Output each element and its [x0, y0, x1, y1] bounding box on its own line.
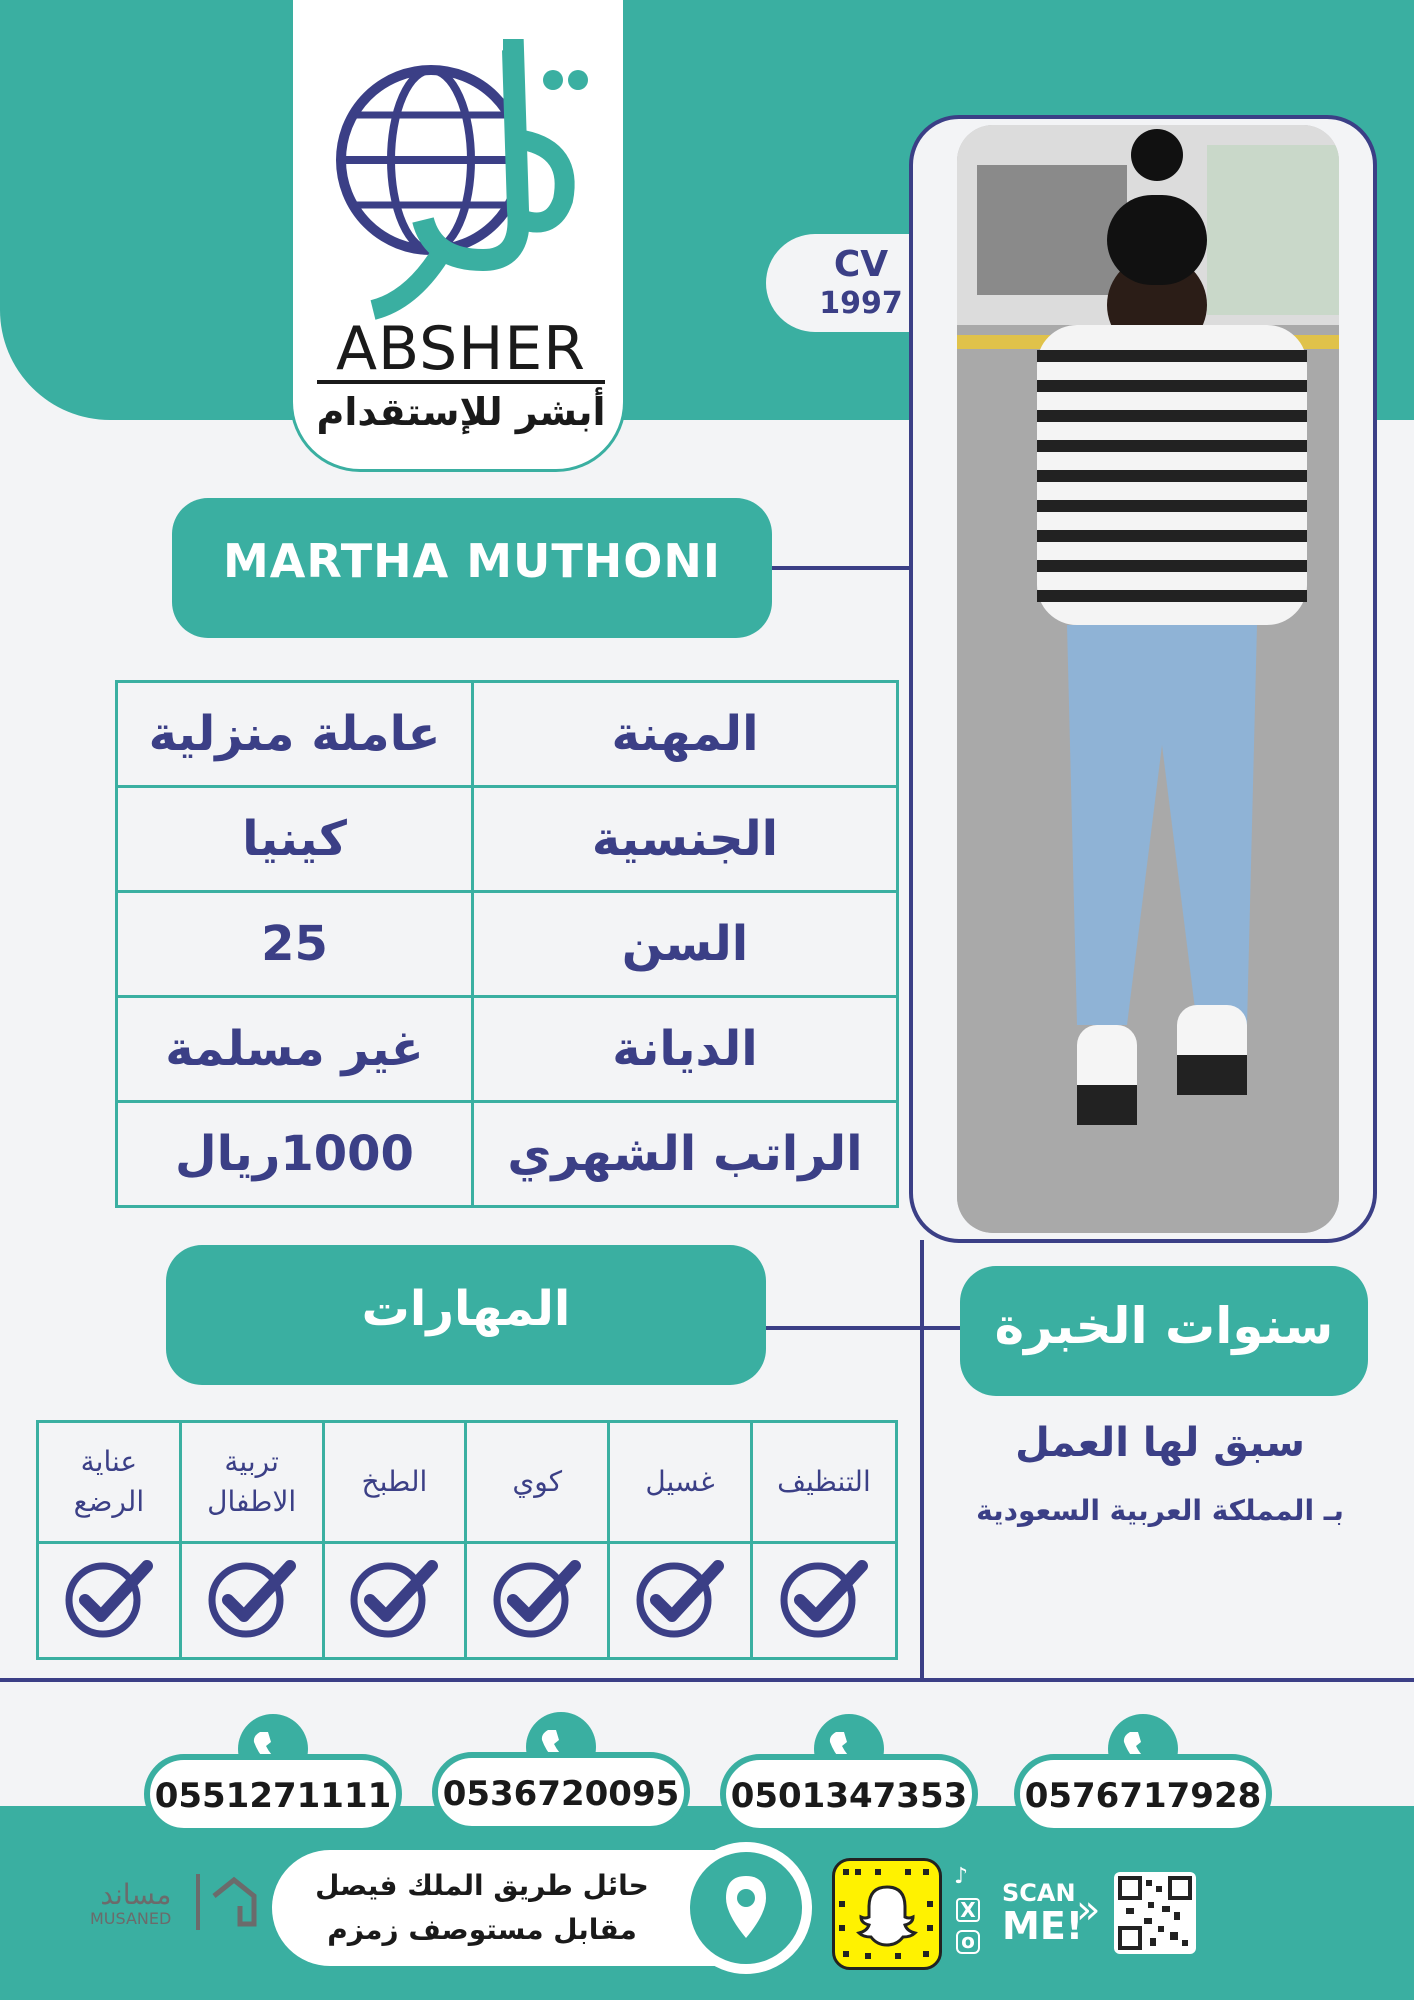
skills-pill	[166, 1245, 766, 1385]
check-cell	[38, 1543, 181, 1659]
skill-childcare	[180, 1422, 323, 1543]
table-row	[117, 1102, 898, 1207]
info-label: السن	[473, 892, 898, 997]
address-line2: مقابل مستوصف زمزم	[327, 1913, 637, 1946]
info-label: الراتب الشهري	[473, 1102, 898, 1207]
check-circle-icon	[63, 1556, 155, 1638]
check-cell	[751, 1543, 896, 1659]
candidate-photo	[957, 125, 1339, 1233]
candidate-name: MARTHA MUTHONI	[223, 534, 721, 588]
tiktok-icon[interactable]: ♪	[954, 1864, 969, 1889]
scan-me-label	[1002, 1880, 1083, 1946]
table-row	[117, 997, 898, 1102]
phone-number[interactable]: 0551271111	[154, 1776, 392, 1816]
skill-label: كوي	[512, 1465, 563, 1498]
skill-label: التنظيف	[777, 1465, 871, 1498]
logo-arabic-text: أبشر للإستقدام	[316, 390, 606, 434]
table-row	[38, 1543, 897, 1659]
skill-cleaning	[751, 1422, 896, 1543]
scan-line2: ME!	[1002, 1904, 1084, 1948]
info-value: 1000ريال	[117, 1102, 473, 1207]
check-circle-icon	[778, 1556, 870, 1638]
skill-label: غسيل	[645, 1465, 715, 1498]
check-cell	[609, 1543, 752, 1659]
info-table	[115, 680, 899, 1208]
skill-label-2: الرضع	[73, 1485, 145, 1518]
cv-label: CV	[833, 244, 889, 285]
skill-cooking	[323, 1422, 466, 1543]
skill-washing	[609, 1422, 752, 1543]
check-circle-icon	[634, 1556, 726, 1638]
logo-card	[290, 0, 626, 472]
experience-line2: بـ المملكة العربية السعودية	[976, 1494, 1344, 1527]
experience-line1: سبق لها العمل	[1015, 1420, 1305, 1466]
globe-logo-icon	[313, 20, 609, 320]
skills-table	[36, 1420, 898, 1660]
location-pin-icon[interactable]	[680, 1842, 812, 1974]
name-connector	[772, 566, 912, 570]
instagram-icon[interactable]: o	[956, 1930, 980, 1954]
section-divider	[0, 1678, 1414, 1682]
skill-label: عناية	[80, 1445, 138, 1478]
chevron-right-icon: »	[1076, 1887, 1101, 1933]
musaned-house-icon	[210, 1876, 258, 1932]
address-pill	[272, 1850, 792, 1966]
photo-frame	[909, 115, 1377, 1243]
info-label: الجنسية	[473, 787, 898, 892]
phone-pill[interactable]	[720, 1754, 978, 1834]
experience-pill	[960, 1266, 1368, 1396]
musaned-english: MUSANED	[90, 1909, 172, 1928]
musaned-divider	[196, 1874, 200, 1930]
cv-year: 1997	[819, 286, 903, 321]
experience-title: سنوات الخبرة	[994, 1297, 1334, 1355]
x-icon[interactable]: X	[956, 1898, 980, 1922]
info-value: كينيا	[117, 787, 473, 892]
skills-title: المهارات	[361, 1281, 571, 1337]
musaned-arabic: مساند	[100, 1878, 172, 1911]
skill-label: تربية	[224, 1445, 279, 1478]
snapchat-code-icon[interactable]	[832, 1858, 942, 1970]
info-value: عاملة منزلية	[117, 682, 473, 787]
info-value: 25	[117, 892, 473, 997]
phone-pill[interactable]	[144, 1754, 402, 1834]
table-row	[117, 892, 898, 997]
table-row	[117, 682, 898, 787]
phone-number[interactable]: 0501347353	[730, 1776, 968, 1816]
qr-code-icon[interactable]	[1114, 1872, 1196, 1954]
phone-number[interactable]: 0536720095	[442, 1774, 680, 1814]
check-circle-icon	[491, 1556, 583, 1638]
name-pill	[172, 498, 772, 638]
info-label: الديانة	[473, 997, 898, 1102]
address-text	[292, 1864, 672, 1952]
skill-label-2: الاطفال	[207, 1485, 297, 1518]
vertical-connector	[920, 1240, 924, 1680]
check-circle-icon	[206, 1556, 298, 1638]
skills-connector	[766, 1326, 962, 1330]
table-row	[117, 787, 898, 892]
check-cell	[323, 1543, 466, 1659]
phone-pill[interactable]	[432, 1752, 690, 1832]
info-value: غير مسلمة	[117, 997, 473, 1102]
check-cell	[466, 1543, 609, 1659]
check-cell	[180, 1543, 323, 1659]
phone-pill[interactable]	[1014, 1754, 1272, 1834]
check-circle-icon	[348, 1556, 440, 1638]
scan-line1: SCAN	[1002, 1879, 1076, 1907]
table-row	[38, 1422, 897, 1543]
skill-ironing	[466, 1422, 609, 1543]
info-label: المهنة	[473, 682, 898, 787]
musaned-logo	[90, 1880, 171, 1928]
logo-latin-text: ABSHER	[317, 318, 605, 384]
skill-label: الطبخ	[361, 1465, 428, 1498]
address-line1: حائل طريق الملك فيصل	[315, 1869, 649, 1902]
phone-number[interactable]: 0576717928	[1024, 1776, 1262, 1816]
skill-infant-care	[38, 1422, 181, 1543]
